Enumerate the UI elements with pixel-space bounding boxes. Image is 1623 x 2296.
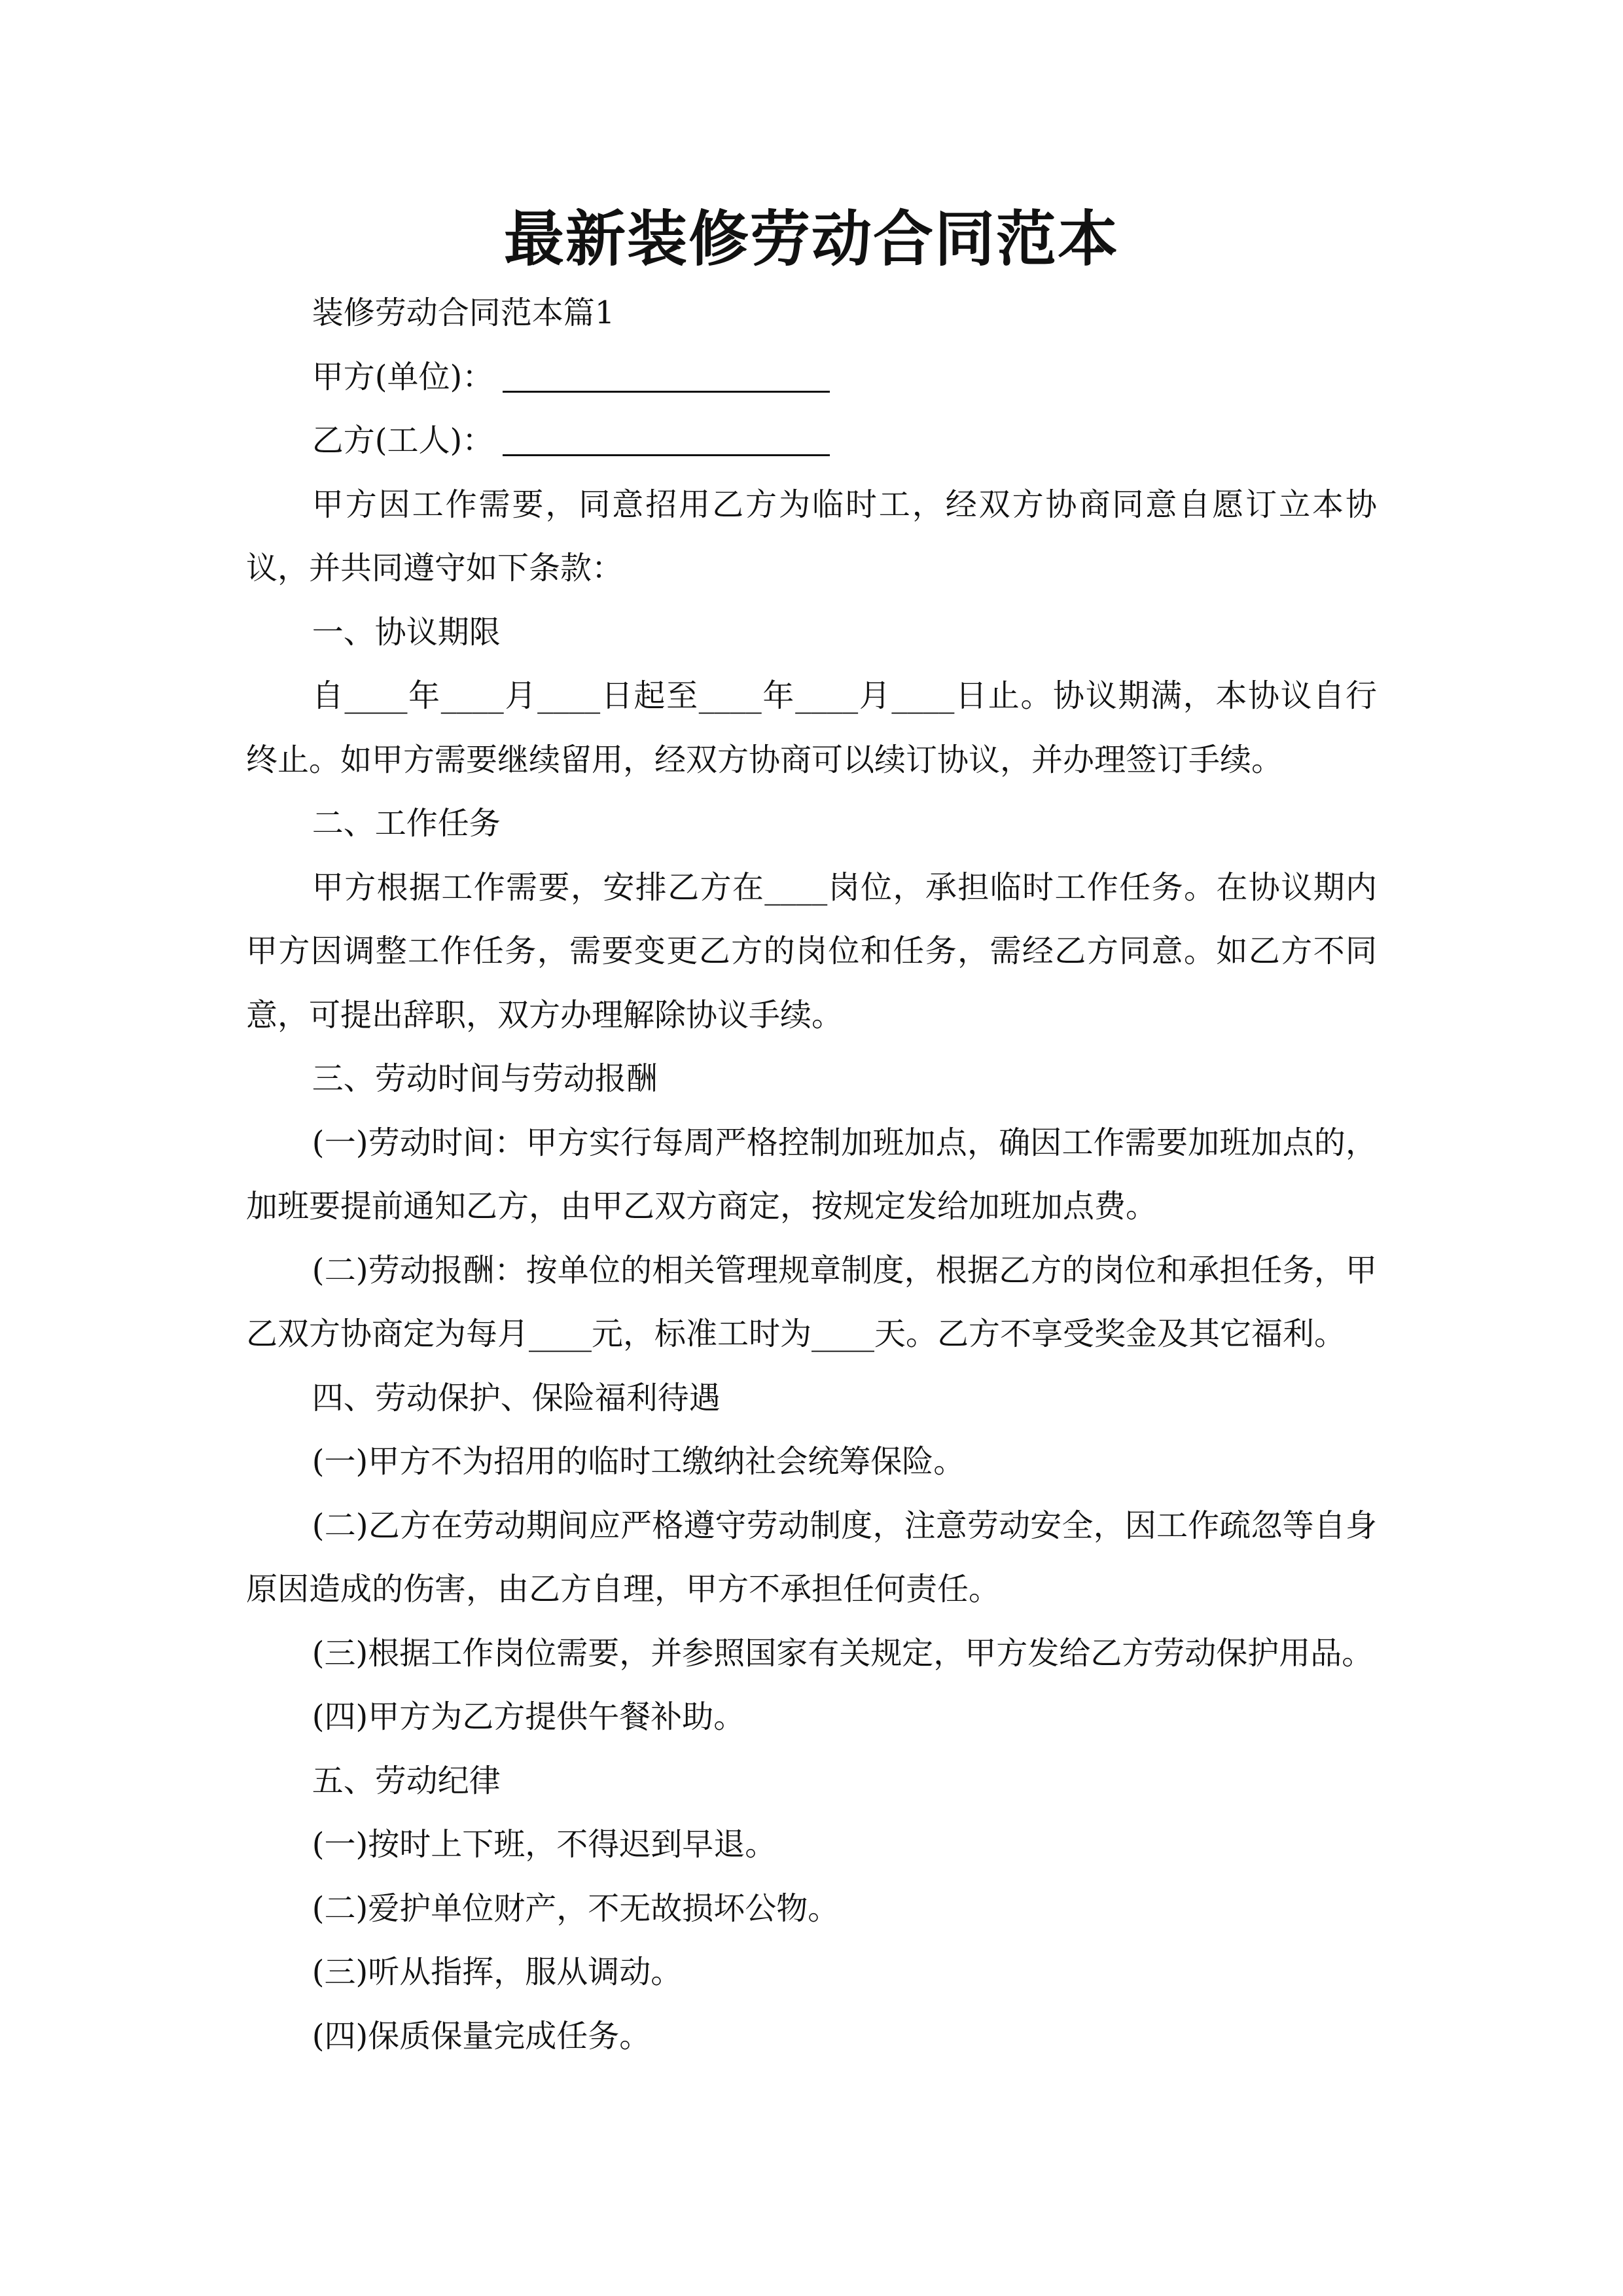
paragraph: (四)保质保量完成任务。 <box>312 2017 651 2054</box>
paragraph: (一)甲方不为招用的临时工缴纳社会统筹保险。 <box>312 1443 965 1480</box>
document-body <box>246 281 1377 2068</box>
section-subtitle: 装修劳动合同范本篇1 <box>312 295 615 331</box>
party-a-label: 甲方(单位)： <box>312 358 494 395</box>
paragraph: (三)根据工作岗位需要，并参照国家有关规定，甲方发给乙方劳动保护用品。 <box>312 1634 1374 1672</box>
paragraph: (一)按时上下班，不得迟到早退。 <box>312 1826 777 1863</box>
paragraph: (二)劳动报酬：按单位的相关管理规章制度，根据乙方的岗位和承担任务，甲乙双方协商定为每月____元，标准工时为____天。乙方不享受奖金及其它福利。 <box>246 1251 1377 1352</box>
section-heading: 四、劳动保护、保险福利待遇 <box>312 1379 721 1416</box>
document-title: 最新装修劳动合同范本 <box>503 204 1119 274</box>
paragraph: (三)听从指挥，服从调动。 <box>312 1954 683 1990</box>
party-b-label: 乙方(工人)： <box>312 422 494 459</box>
section-heading: 五、劳动纪律 <box>312 1762 501 1799</box>
paragraph: 甲方根据工作需要，安排乙方在____岗位，承担临时工作任务。在协议期内甲方因调整工作任务，需要变更乙方的岗位和任务，需经乙方同意。如乙方不同意，可提出辞职，双方办理解除协议手续。 <box>246 869 1377 1033</box>
paragraph: 甲方因工作需要，同意招用乙方为临时工，经双方协商同意自愿订立本协议，并共同遵守如下条款： <box>246 486 1377 586</box>
section-heading: 三、劳动时间与劳动报酬 <box>312 1060 658 1097</box>
paragraph: (四)甲方为乙方提供午餐补助。 <box>312 1698 745 1735</box>
section-heading: 二、工作任务 <box>312 805 501 842</box>
section-heading: 一、协议期限 <box>312 613 501 651</box>
paragraph: (二)爱护单位财产，不无故损坏公物。 <box>312 1890 840 1927</box>
party-b-blank <box>503 454 830 456</box>
paragraph: (二)乙方在劳动期间应严格遵守劳动制度，注意劳动安全，因工作疏忽等自身原因造成的伤害，由乙方自理，甲方不承担任何责任。 <box>246 1507 1377 1607</box>
party-a-line <box>246 346 1377 410</box>
paragraph: (一)劳动时间：甲方实行每周严格控制加班加点，确因工作需要加班加点的，加班要提前通知乙方，由甲乙双方商定，按规定发给加班加点费。 <box>246 1124 1377 1225</box>
party-b-line <box>246 409 1377 473</box>
paragraph: 自____年____月____日起至____年____月____日止。协议期满，本协议自行终止。如甲方需要继续留用，经双方协商可以续订协议，并办理签订手续。 <box>246 677 1377 778</box>
party-a-blank <box>503 391 830 393</box>
